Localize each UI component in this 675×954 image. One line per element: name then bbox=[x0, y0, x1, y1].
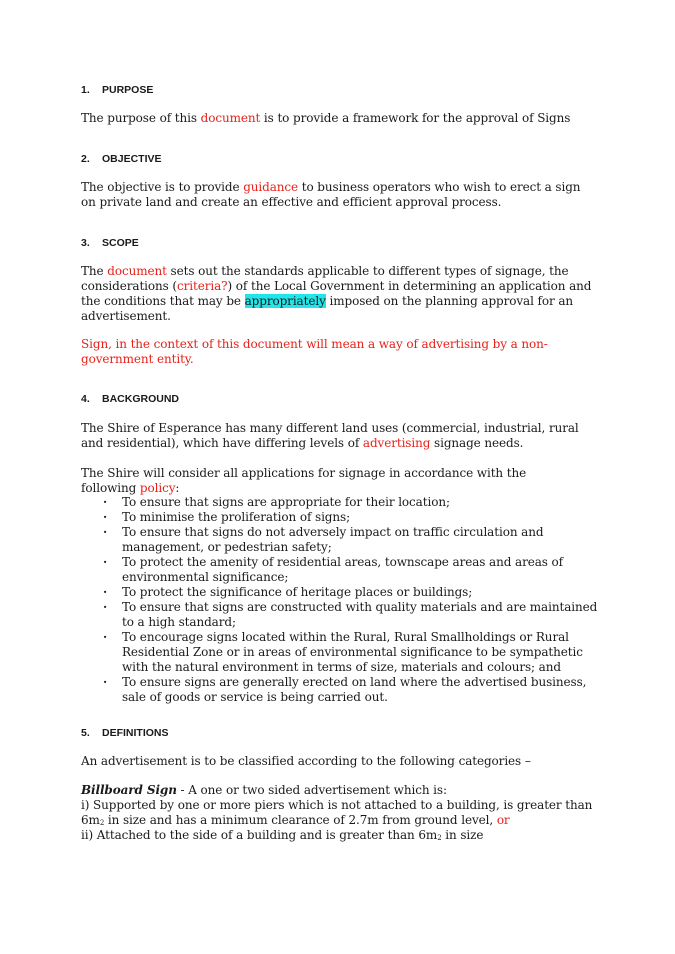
objective-paragraph: The objective is to provide guidance to business operators who wish to erect a sign on private land and create an effective and efficient approval process. bbox=[81, 180, 581, 209]
list-item: · To protect the amenity of residential areas, townscape areas and areas of environmental significance; bbox=[103, 555, 598, 585]
billboard-sign-definition: Billboard Sign - A one or two sided advertisement which is: bbox=[81, 783, 447, 797]
heading-purpose: 1. PURPOSE bbox=[81, 84, 154, 96]
heading-background: 4. BACKGROUND bbox=[81, 393, 179, 405]
heading-scope: 3. SCOPE bbox=[81, 237, 139, 249]
billboard-clause-ii: ii) Attached to the side of a building and is greater than 6m2 in size bbox=[81, 828, 484, 842]
background-paragraph-2: The Shire will consider all applications for signage in accordance with the following policy: bbox=[81, 466, 527, 495]
list-item: · To encourage signs located within the Rural, Rural Smallholdings or Rural Residential Zone or in areas of environmental significance to be sympathetic with the natural environment in terms of size, materials and colours; and bbox=[103, 630, 598, 675]
billboard-sign-term: Billboard Sign bbox=[81, 783, 177, 797]
list-item: · To minimise the proliferation of signs; bbox=[103, 510, 598, 525]
list-item: · To ensure that signs are appropriate for their location; bbox=[103, 495, 598, 510]
list-item: · To protect the significance of heritage places or buildings; bbox=[103, 585, 598, 600]
scope-sign-definition: Sign, in the context of this document will mean a way of advertising by a non-government entity. bbox=[81, 337, 548, 366]
billboard-clause-i: i) Supported by one or more piers which is not attached to a building, is greater than 6m2 in size and has a minimum clearance of 2.7m from ground level, or bbox=[81, 798, 593, 827]
list-item: · To ensure that signs are constructed with quality materials and are maintained to a high standard; bbox=[103, 600, 598, 630]
background-paragraph-1: The Shire of Esperance has many different land uses (commercial, industrial, rural and residential), which have differing levels of advertising signage needs. bbox=[81, 421, 579, 450]
highlighted-word: appropriately bbox=[244, 294, 326, 308]
definitions-intro: An advertisement is to be classified according to the following categories – bbox=[81, 754, 531, 768]
scope-paragraph: The document sets out the standards applicable to different types of signage, the considerations (criteria?) of the Local Government in determining an application and the conditions that may be appropriately imposed on the planning approval for an advertisement. bbox=[81, 264, 592, 323]
list-item: · To ensure signs are generally erected on land where the advertised business, sale of goods or service is being carried out. bbox=[103, 675, 598, 705]
purpose-paragraph: The purpose of this document is to provide a framework for the approval of Signs bbox=[81, 111, 571, 125]
list-item: · To ensure that signs do not adversely impact on traffic circulation and management, or pedestrian safety; bbox=[103, 525, 598, 555]
heading-definitions: 5. DEFINITIONS bbox=[81, 727, 169, 739]
policy-bullet-list bbox=[103, 495, 598, 705]
heading-objective: 2. OBJECTIVE bbox=[81, 153, 162, 165]
